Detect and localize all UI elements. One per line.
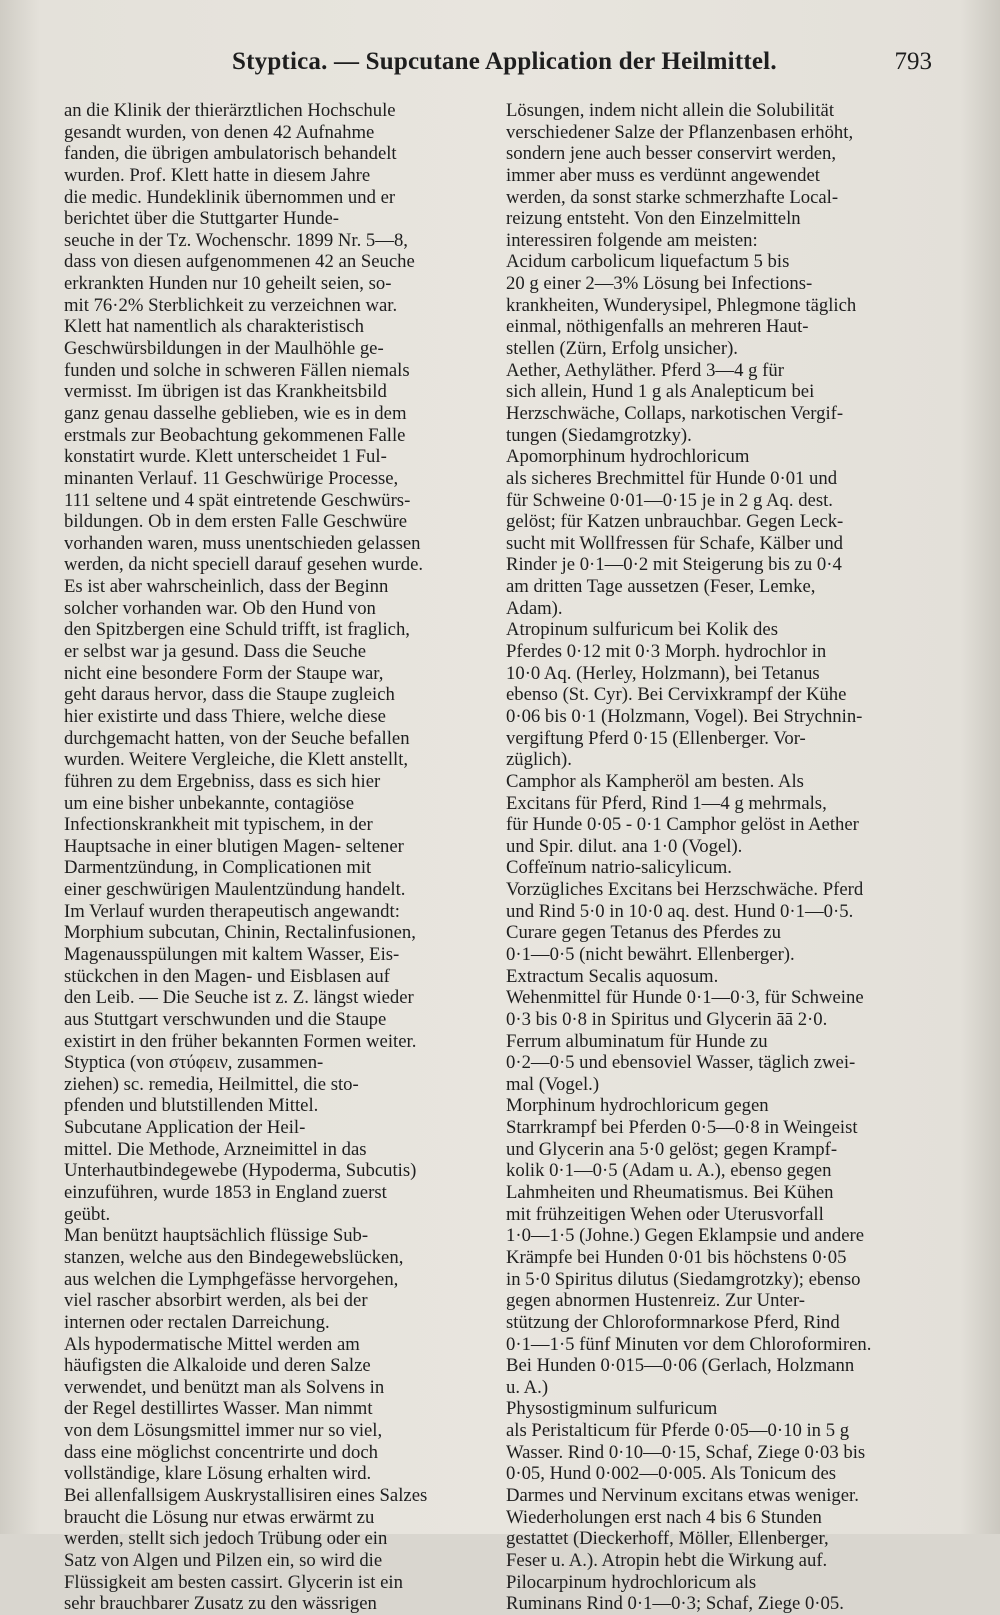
text-line: der Regel destillirtes Wasser. Man nimmt	[64, 1398, 373, 1420]
text-line: einzuführen, wurde 1853 in England zuerst	[64, 1182, 387, 1204]
text-line: verschiedener Salze der Pflanzenbasen erhöht,	[506, 121, 854, 143]
text-line: von dem Lösungsmittel immer nur so viel,	[64, 1420, 383, 1442]
text-line: Darmes und Nervinum excitans etwas weniger.	[506, 1485, 859, 1506]
text-line: Es ist aber wahrscheinlich, dass der Beginn	[64, 576, 389, 598]
text-line: Man benützt hauptsächlich flüssige Sub-	[64, 1225, 369, 1247]
text-line: Pferdes 0·12 mit 0·3 Morph. hydrochlor in	[506, 641, 827, 663]
text-line: fanden, die übrigen ambulatorisch behandelt	[64, 143, 397, 165]
text-line: Wehenmittel für Hunde 0·1—0·3, für Schweine	[506, 987, 864, 1009]
text-line: sondern jene auch besser conservirt werden,	[506, 143, 837, 165]
text-line: Wiederholungen erst nach 4 bis 6 Stunden	[506, 1506, 822, 1528]
text-line: mit frühzeitigen Wehen oder Uterusvorfall	[506, 1203, 824, 1225]
text-line: braucht die Lösung nur etwas erwärmt zu	[64, 1506, 375, 1528]
text-line: mal (Vogel.)	[506, 1073, 600, 1095]
text-line: Pilocarpinum hydrochloricum als	[506, 1571, 757, 1593]
text-line: Camphor als Kampheröl am besten. Als	[506, 770, 804, 792]
right-column	[506, 100, 934, 1615]
text-line: Krämpfe bei Hunden 0·01 bis höchstens 0·05	[506, 1246, 847, 1268]
text-line: tungen (Siedamgrotzky).	[506, 424, 692, 446]
text-line: einer geschwürigen Maulentzündung handelt.	[64, 879, 406, 901]
text-line: als sicheres Brechmittel für Hunde 0·01 und	[506, 467, 838, 489]
text-line: für Hunde 0·05 - 0·1 Camphor gelöst in Aether	[506, 814, 859, 836]
page-number: 793	[894, 48, 932, 75]
text-line: stückchen in den Magen- und Eisblasen auf	[64, 965, 390, 987]
text-line: dass eine möglichst concentrirte und doch	[64, 1441, 378, 1463]
text-line: geübt.	[64, 1203, 111, 1225]
text-line: 20 g einer 2—3% Lösung bei Infections-	[506, 273, 813, 295]
text-line: 0·06 bis 0·1 (Holzmann, Vogel). Bei Strychnin-	[506, 705, 863, 727]
text-line: Atropinum sulfuricum bei Kolik des	[506, 619, 778, 641]
text-line: führen zu dem Ergebniss, dass es sich hier	[64, 770, 381, 792]
text-line: häufigsten die Alkaloide und deren Salze	[64, 1355, 371, 1377]
text-line: 0·2—0·5 und ebensoviel Wasser, täglich zwei-	[506, 1052, 856, 1074]
text-line: 0·3 bis 0·8 in Spiritus und Glycerin āā 2·0.	[506, 1008, 828, 1030]
text-line: interessiren folgende am meisten:	[506, 229, 758, 251]
text-line: er selbst war ja gesund. Dass die Seuche	[64, 641, 367, 663]
text-line: stanzen, welche aus den Bindegewebslücken,	[64, 1246, 404, 1268]
running-title: Styptica. — Supcutane Application der Heilmittel.	[232, 48, 777, 75]
left-column	[64, 100, 494, 1615]
text-line: Lösungen, indem nicht allein die Solubilität	[506, 100, 835, 121]
text-line: 0·05, Hund 0·002—0·005. Als Tonicum des	[506, 1463, 837, 1485]
text-line: an die Klinik der thierärztlichen Hochschule	[64, 100, 396, 121]
text-line: reizung entsteht. Von den Einzelmitteln	[506, 208, 801, 230]
text-line: Morphium subcutan, Chinin, Rectalinfusionen,	[64, 922, 416, 944]
text-line: Extractum Secalis aquosum.	[506, 965, 719, 987]
text-line: Unterhautbindegewebe (Hypoderma, Subcutis)	[64, 1160, 417, 1182]
text-line: gelöst; für Katzen unbrauchbar. Gegen Leck-	[506, 511, 844, 533]
text-line: Geschwürsbildungen in der Maulhöhle ge-	[64, 338, 384, 360]
text-line: Satz von Algen und Pilzen ein, so wird die	[64, 1549, 383, 1571]
text-line: Physostigminum sulfuricum	[506, 1398, 718, 1420]
text-line: am dritten Tage aussetzen (Feser, Lemke,	[506, 576, 816, 598]
text-line: viel rascher absorbirt werden, als bei der	[64, 1290, 368, 1312]
text-line: Coffeïnum natrio-salicylicum.	[506, 857, 732, 879]
text-line: 0·1—0·5 (nicht bewährt. Ellenberger).	[506, 943, 795, 965]
text-line: kolik 0·1—0·5 (Adam u. A.), ebenso gegen	[506, 1160, 832, 1182]
text-line: mittel. Die Methode, Arzneimittel in das	[64, 1138, 367, 1160]
text-line: vergiftung Pferd 0·15 (Ellenberger. Vor-	[506, 727, 806, 749]
text-line: Herzschwäche, Collaps, narkotischen Vergif-	[506, 402, 844, 424]
text-line: konstatirt wurde. Klett unterscheidet 1 Ful-	[64, 446, 387, 468]
text-line: für Schweine 0·01—0·15 je in 2 g Aq. dest.	[506, 489, 833, 511]
text-line: erstmals zur Beobachtung gekommenen Falle	[64, 424, 406, 446]
text-line: Feser u. A.). Atropin hebt die Wirkung auf.	[506, 1549, 828, 1571]
text-line: Bei allenfallsigem Auskrystallisiren eines Salzes	[64, 1485, 428, 1506]
text-line: werden, da sonst starke schmerzhafte Local-	[506, 186, 839, 208]
text-line: als Peristalticum für Pferde 0·05—0·10 in 5 g	[506, 1420, 850, 1442]
text-line: stellen (Zürn, Erfolg unsicher).	[506, 338, 738, 360]
text-line: züglich).	[506, 749, 572, 771]
text-line: minanten Verlauf. 11 Geschwürige Processe,	[64, 467, 399, 489]
text-line: Magenausspülungen mit kaltem Wasser, Eis-	[64, 943, 400, 965]
text-line: gesandt wurden, von denen 42 Aufnahme	[64, 121, 375, 143]
text-line: Styptica (von στύφειν, zusammen-	[64, 1052, 324, 1074]
text-line: Ruminans Rind 0·1—0·3; Schaf, Ziege 0·05.	[506, 1593, 844, 1615]
text-line: nicht eine besondere Form der Staupe war,	[64, 662, 384, 684]
text-line: vermisst. Im übrigen ist das Krankheitsbild	[64, 381, 387, 403]
text-line: stützung der Chloroformnarkose Pferd, Rind	[506, 1311, 840, 1333]
text-line: geht daraus hervor, dass die Staupe zugleich	[64, 684, 395, 706]
text-line: dass von diesen aufgenommenen 42 an Seuche	[64, 251, 415, 273]
text-line: Wasser. Rind 0·10—0·15, Schaf, Ziege 0·03 bis	[506, 1441, 866, 1463]
text-line: internen oder rectalen Darreichung.	[64, 1311, 330, 1333]
text-line: 0·1—1·5 fünf Minuten vor dem Chloroformiren.	[506, 1333, 872, 1355]
text-line: ganz genau dasselhe geblieben, wie es in dem	[64, 402, 407, 424]
text-line: aus Stuttgart verschwunden und die Staupe	[64, 1008, 387, 1030]
text-line: Klett hat namentlich als charakteristisch	[64, 316, 364, 338]
text-line: in 5·0 Spiritus dilutus (Siedamgrotzky); ebenso	[506, 1268, 861, 1290]
text-line: wurden. Prof. Klett hatte in diesem Jahre	[64, 164, 371, 186]
text-line: und Glycerin ana 5·0 gelöst; gegen Krampf-	[506, 1138, 838, 1160]
text-line: hier existirte und dass Thiere, welche diese	[64, 705, 386, 727]
text-line: bildungen. Ob in dem ersten Falle Geschwüre	[64, 511, 408, 533]
text-line: Infectionskrankheit mit typischem, in der	[64, 814, 373, 836]
text-line: wurden. Weitere Vergleiche, die Klett anstellt,	[64, 749, 409, 771]
text-line: Darmentzündung, in Complicationen mit	[64, 857, 372, 879]
text-line: Acidum carbolicum liquefactum 5 bis	[506, 251, 790, 273]
text-line: Flüssigkeit am besten cassirt. Glycerin ist ein	[64, 1571, 403, 1593]
text-line: werden, da nicht speciell darauf gesehen wurde.	[64, 554, 424, 576]
text-line: Rinder je 0·1—0·2 mit Steigerung bis zu 0·4	[506, 554, 842, 576]
text-line: Curare gegen Tetanus des Pferdes zu	[506, 922, 781, 944]
text-line: und Spir. dilut. ana 1·0 (Vogel).	[506, 835, 743, 857]
text-line: vorhanden waren, muss unentschieden gelassen	[64, 532, 421, 554]
text-line: Im Verlauf wurden therapeutisch angewandt:	[64, 900, 400, 922]
text-line: erkrankten Hunden nur 10 geheilt seien, so-	[64, 273, 392, 295]
text-line: krankheiten, Wunderysipel, Phlegmone täglich	[506, 294, 857, 316]
text-line: verwendet, und benützt man als Solvens in	[64, 1376, 385, 1398]
text-line: Subcutane Application der Heil-	[64, 1117, 306, 1139]
text-line: sich allein, Hund 1 g als Analepticum bei	[506, 381, 815, 403]
text-line: mit 76·2% Sterblichkeit zu verzeichnen war.	[64, 294, 398, 316]
text-line: einmal, nöthigenfalls an mehreren Haut-	[506, 316, 809, 338]
text-line: um eine bisher unbekannte, contagiöse	[64, 792, 355, 814]
text-line: und Rind 5·0 in 10·0 aq. dest. Hund 0·1—0·5.	[506, 900, 854, 922]
text-line: seuche in der Tz. Wochenschr. 1899 Nr. 5—8,	[64, 229, 408, 251]
text-line: Vorzügliches Excitans bei Herzschwäche. Pferd	[506, 879, 864, 901]
text-line: pfenden und blutstillenden Mittel.	[64, 1095, 319, 1117]
text-line: Bei Hunden 0·015—0·06 (Gerlach, Holzmann	[506, 1355, 855, 1377]
text-line: sehr brauchbarer Zusatz zu den wässrigen	[64, 1593, 377, 1615]
text-line: Ferrum albuminatum für Hunde zu	[506, 1030, 768, 1052]
text-line: durchgemacht hatten, von der Seuche befallen	[64, 727, 410, 749]
text-line: den Spitzbergen eine Schuld trifft, ist fraglich,	[64, 619, 410, 641]
text-line: sucht mit Wollfressen für Schafe, Kälber und	[506, 532, 844, 554]
text-line: gegen abnormen Hustenreiz. Zur Unter-	[506, 1290, 806, 1312]
text-line: ziehen) sc. remedia, Heilmittel, die sto-	[64, 1073, 359, 1095]
text-line: 1·0—1·5 (Johne.) Gegen Eklampsie und andere	[506, 1225, 865, 1247]
text-line: vollständige, klare Lösung erhalten wird.	[64, 1463, 372, 1485]
text-line: Aether, Aethyläther. Pferd 3—4 g für	[506, 359, 784, 381]
text-line: existirt in den früher bekannten Formen weiter.	[64, 1030, 417, 1052]
text-line: den Leib. — Die Seuche ist z. Z. längst wieder	[64, 987, 414, 1009]
text-line: werden, stellt sich jedoch Trübung oder ein	[64, 1528, 388, 1550]
text-line: u. A.)	[506, 1376, 549, 1398]
text-line: Als hypodermatische Mittel werden am	[64, 1333, 360, 1355]
text-line: Adam).	[506, 597, 563, 619]
text-line: berichtet über die Stuttgarter Hunde-	[64, 208, 340, 230]
text-line: funden und solche in schweren Fällen niemals	[64, 359, 410, 381]
text-line: Morphinum hydrochloricum gegen	[506, 1095, 769, 1117]
text-line: Lahmheiten und Rheumatismus. Bei Kühen	[506, 1182, 834, 1204]
text-line: aus welchen die Lymphgefässe hervorgehen,	[64, 1268, 399, 1290]
text-line: ebenso (St. Cyr). Bei Cervixkrampf der Kühe	[506, 684, 847, 706]
text-line: immer aber muss es verdünnt angewendet	[506, 164, 820, 186]
text-line: 111 seltene und 4 spät eintretende Geschwürs-	[64, 489, 411, 511]
running-header	[0, 48, 1000, 88]
text-line: Apomorphinum hydrochloricum	[506, 446, 750, 468]
text-line: Starrkrampf bei Pferden 0·5—0·8 in Weingeist	[506, 1117, 858, 1139]
text-line: 10·0 Aq. (Herley, Holzmann), bei Tetanus	[506, 662, 820, 684]
text-line: Excitans für Pferd, Rind 1—4 g mehrmals,	[506, 792, 827, 814]
text-line: die medic. Hundeklinik übernommen und er	[64, 186, 396, 208]
text-line: solcher vorhanden war. Ob den Hund von	[64, 597, 376, 619]
text-line: gestattet (Dieckerhoff, Möller, Ellenberger,	[506, 1528, 829, 1550]
text-line: Hauptsache in einer blutigen Magen- seltener	[64, 835, 404, 857]
